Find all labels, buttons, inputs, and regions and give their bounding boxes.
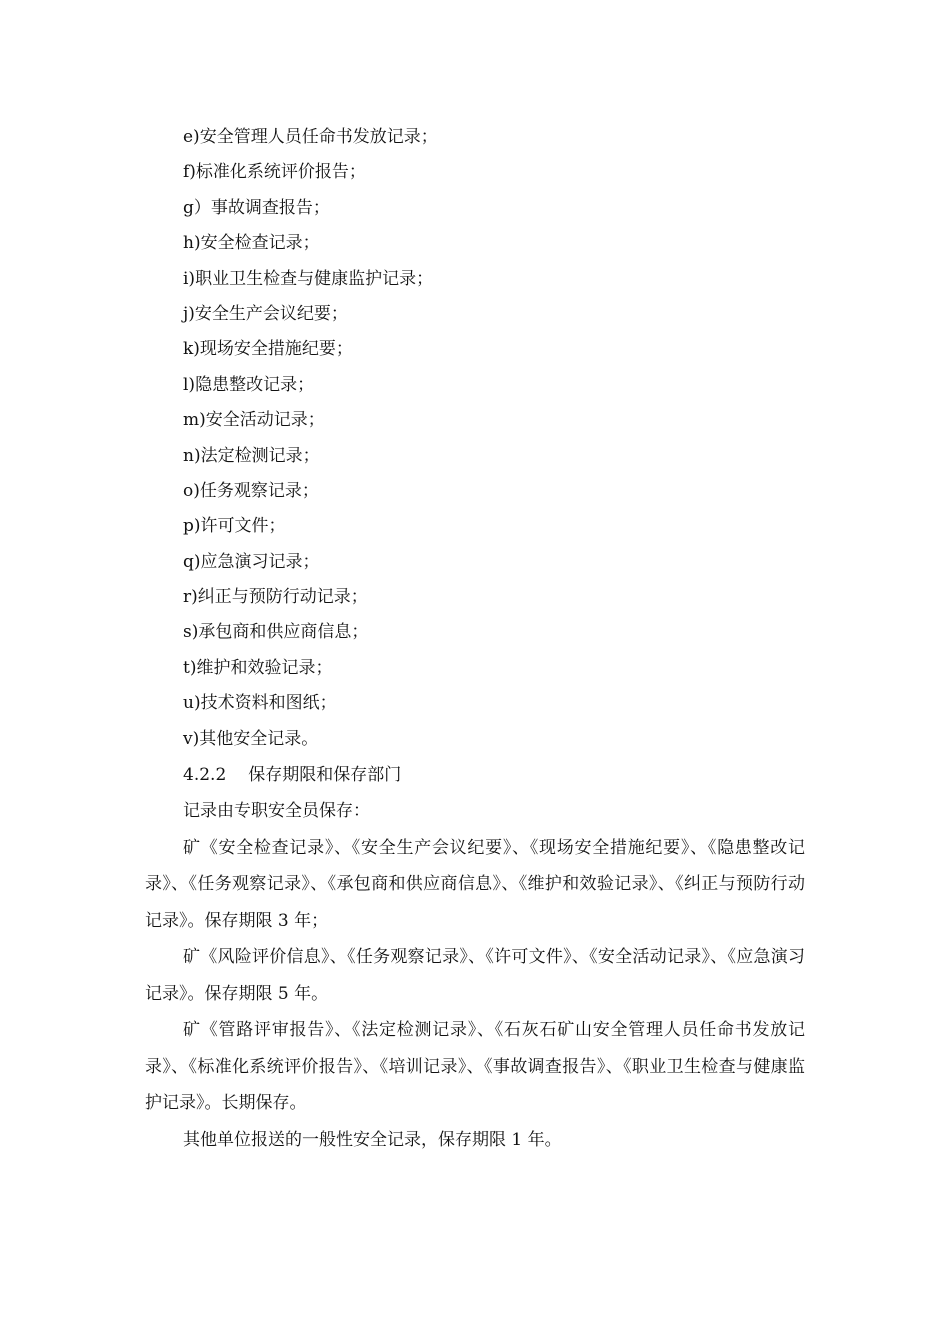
paragraph: 矿《管路评审报告》、《法定检测记录》、《石灰石矿山安全管理人员任命书发放记录》、《标准化系统评价报告》、《培训记录》、《事故调查报告》、《职业卫生检查与健康监护记录》。长期保存。: [145, 1020, 805, 1113]
list-item: l)隐患整改记录；: [183, 374, 315, 395]
list-item: r)纠正与预防行动记录；: [183, 587, 368, 608]
list-item: k)现场安全措施纪要；: [183, 339, 353, 360]
list-item: u)技术资料和图纸；: [183, 693, 337, 714]
paragraph: 其他单位报送的一般性安全记录，保存期限 1 年。: [183, 1129, 562, 1150]
list-item: v)其他安全记录。: [183, 728, 319, 749]
section-title: 保存期限和保存部门: [248, 765, 402, 785]
list-item: e)安全管理人员任命书发放记录；: [183, 127, 438, 147]
paragraph: 矿《安全检查记录》、《安全生产会议纪要》、《现场安全措施纪要》、《隐患整改记录》、《任务观察记录》、《承包商和供应商信息》、《维护和效验记录》、《纠正与预防行动记录》。保存期限 3 年；: [145, 837, 805, 931]
record-type-list: [183, 120, 823, 757]
list-item: p)许可文件；: [183, 516, 286, 537]
body-text: [145, 793, 805, 1158]
paragraph: 矿《风险评价信息》、《任务观察记录》、《许可文件》、《安全活动记录》、《应急演习记录》。保存期限 5 年。: [145, 947, 805, 1004]
list-item: i)职业卫生检查与健康监护记录；: [183, 268, 434, 289]
list-item: j)安全生产会议纪要；: [183, 303, 348, 324]
paragraph: 记录由专职安全员保存：: [183, 801, 370, 821]
list-item: g）事故调查报告；: [183, 197, 330, 218]
list-item: n)法定检测记录；: [183, 445, 320, 466]
list-item: q)应急演习记录；: [183, 551, 320, 572]
list-item: s)承包商和供应商信息；: [183, 622, 369, 643]
section-number: 4.2.2: [183, 765, 227, 785]
list-item: h)安全检查记录；: [183, 233, 320, 254]
section-heading: [183, 757, 401, 793]
list-item: t)维护和效验记录；: [183, 657, 333, 678]
list-item: m)安全活动记录；: [183, 410, 325, 431]
list-item: f)标准化系统评价报告；: [183, 162, 366, 183]
list-item: o)任务观察记录；: [183, 480, 319, 501]
